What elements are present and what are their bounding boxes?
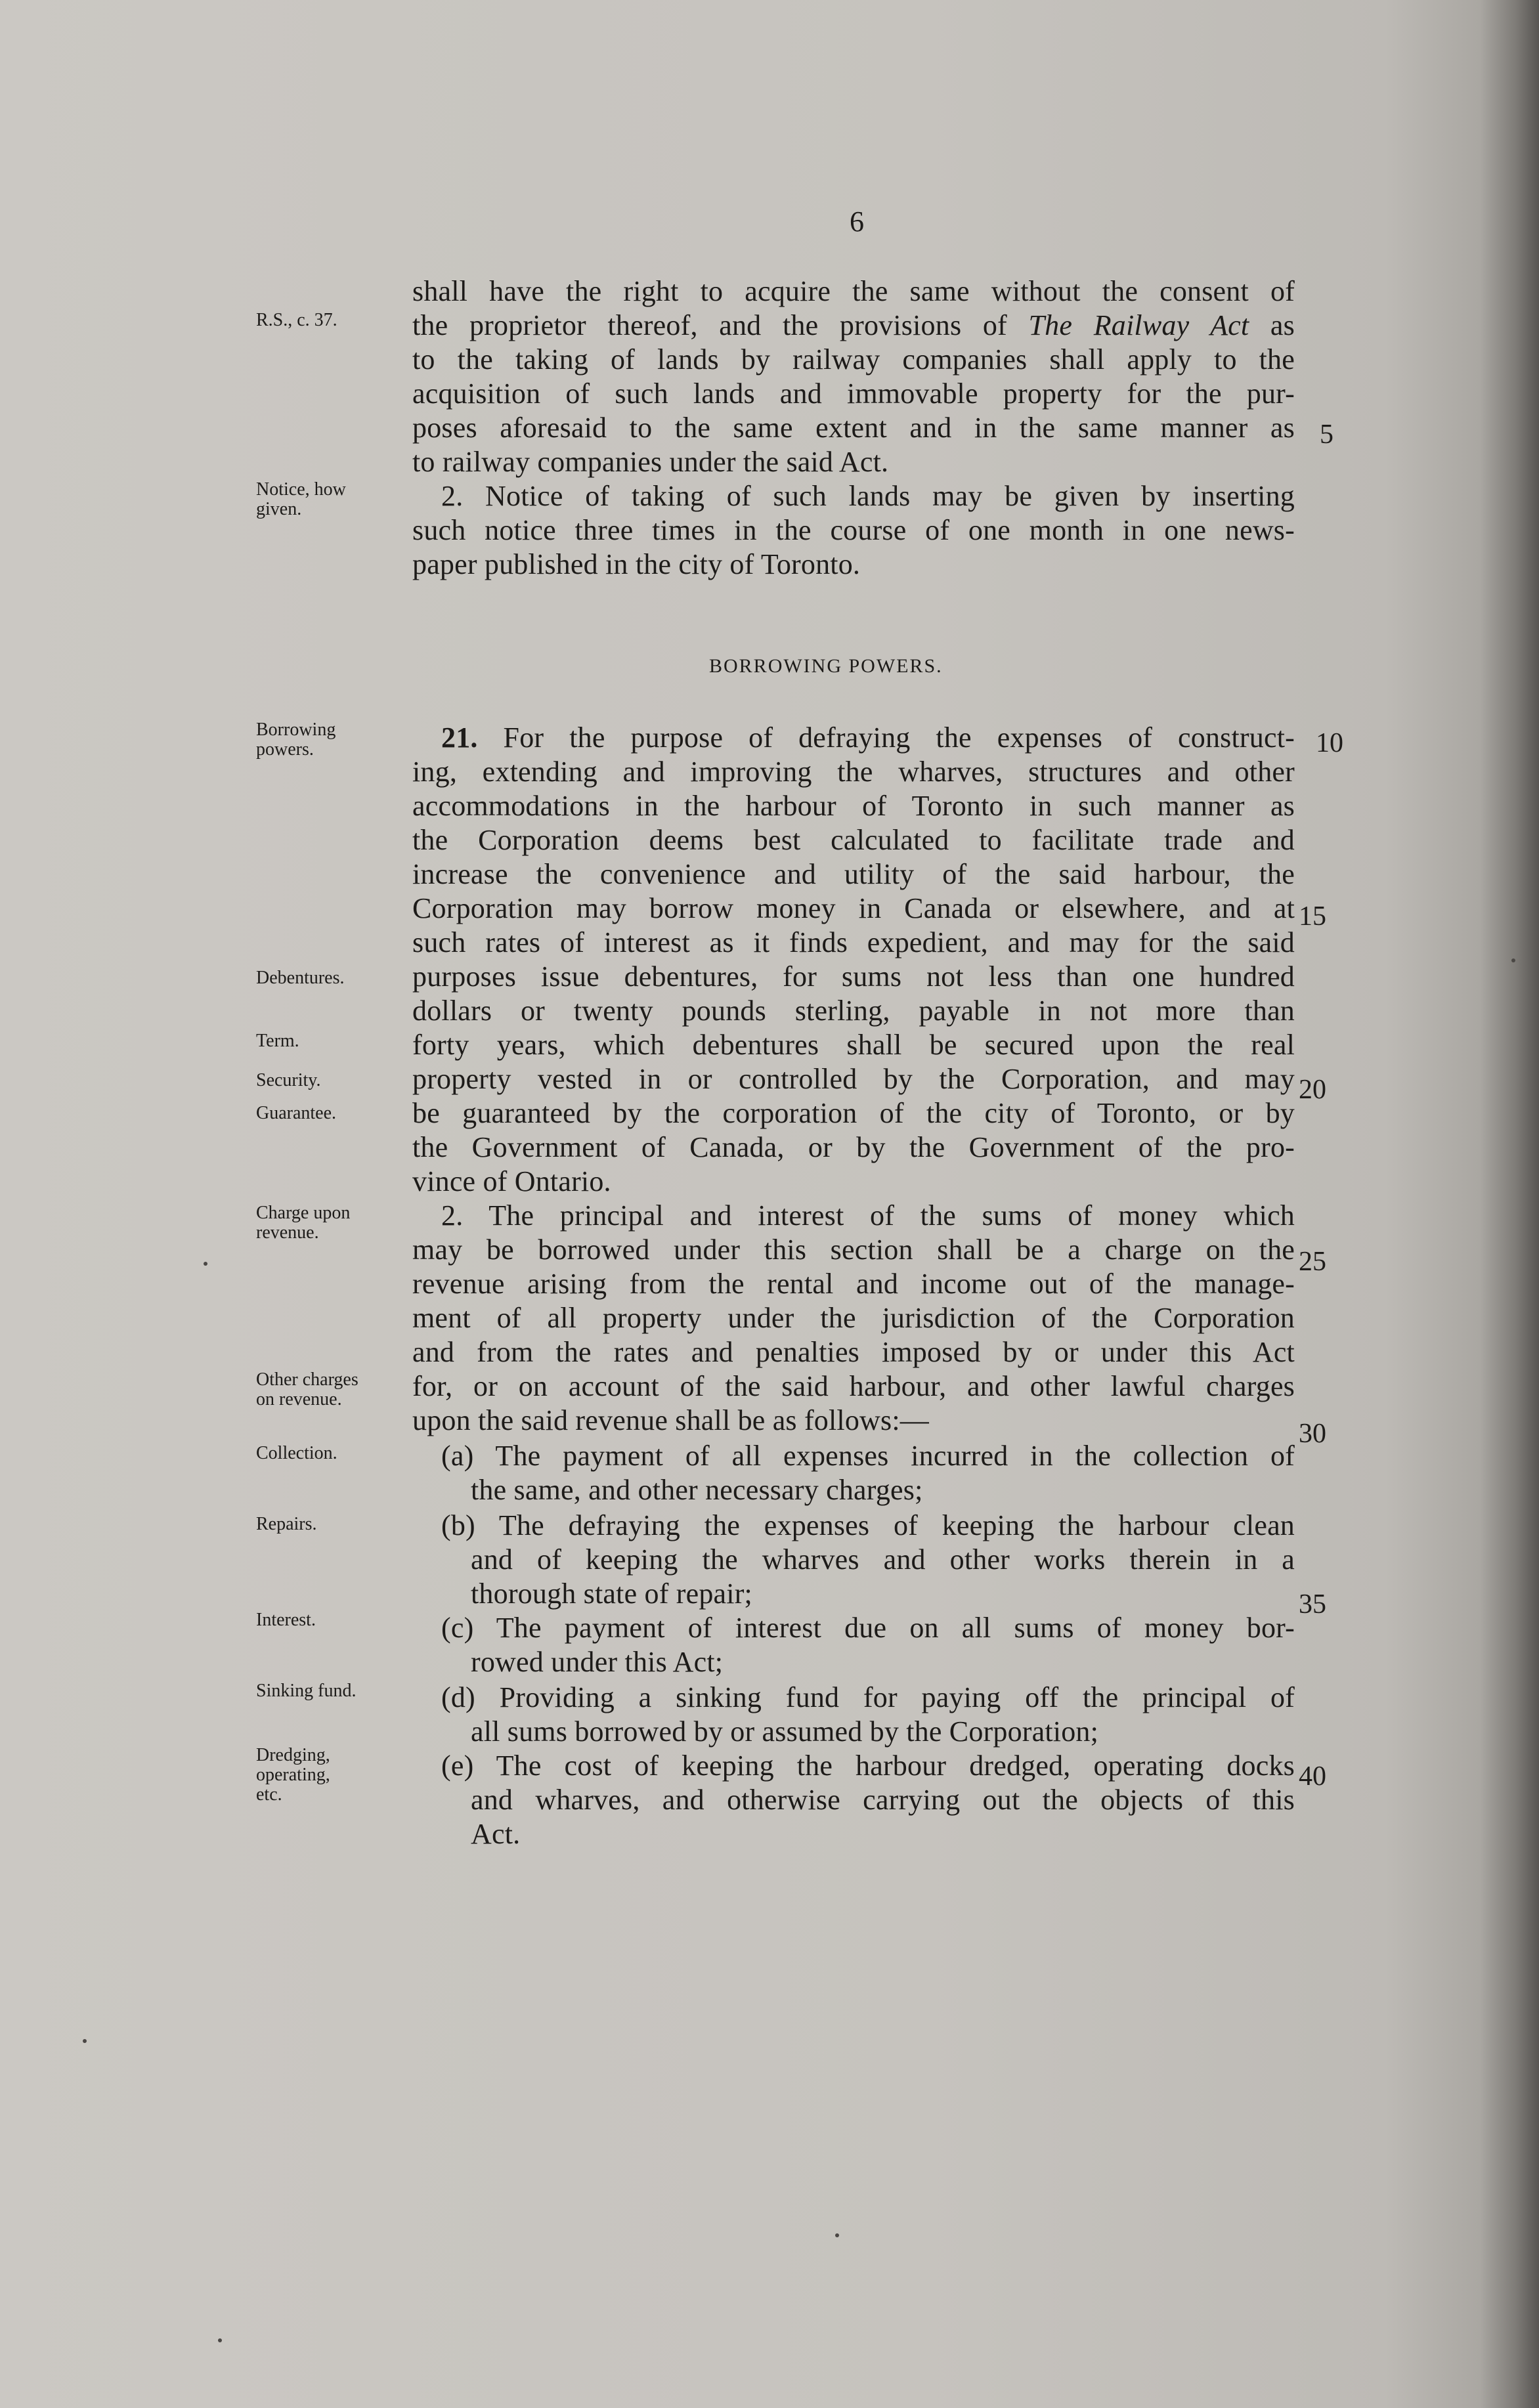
text-line: 2. The principal and interest of the sums of money which	[441, 1199, 1295, 1232]
text-line: vince of Ontario.	[412, 1165, 611, 1197]
paper-speck	[1511, 958, 1515, 962]
text-line: 21. For the purpose of defraying the expenses of construct-	[441, 721, 1295, 754]
clause-c: (c) The payment of interest due on all sums of money bor-	[441, 1612, 1295, 1644]
text-line: dollars or twenty pounds sterling, payable in not more than	[412, 995, 1295, 1027]
line-number: 20	[1299, 1075, 1326, 1105]
line-number: 15	[1299, 901, 1326, 932]
line-number: 30	[1299, 1419, 1326, 1449]
text-line: rowed under this Act;	[471, 1646, 724, 1678]
text-line: revenue arising from the rental and income out of the manage-	[412, 1268, 1295, 1300]
margin-note-sinking: Sinking fund.	[256, 1681, 357, 1701]
margin-note-dredging-etc: etc.	[256, 1784, 282, 1805]
margin-note-repairs: Repairs.	[256, 1514, 317, 1534]
margin-note-borrowing: Borrowing	[256, 720, 336, 740]
page-edge-shadow	[1480, 0, 1539, 2408]
margin-note-borrowing-cont: powers.	[256, 739, 314, 760]
text-line: accommodations in the harbour of Toronto in such manner as	[412, 790, 1295, 822]
text-line: the proprietor thereof, and the provisions of The Railway Act as	[412, 309, 1295, 341]
text-line: the same, and other necessary charges;	[471, 1474, 923, 1506]
margin-note-charge-cont: revenue.	[256, 1222, 319, 1243]
paper-speck	[218, 2338, 222, 2342]
margin-note-term: Term.	[256, 1031, 299, 1051]
margin-note-other-cont: on revenue.	[256, 1389, 342, 1409]
text-line: to the taking of lands by railway companies shall apply to the	[412, 343, 1295, 376]
text-line: ing, extending and improving the wharves, structures and other	[412, 756, 1295, 788]
margin-note-debentures: Debentures.	[256, 968, 345, 988]
text-line: such rates of interest as it finds expedient, and may for the said	[412, 926, 1295, 958]
margin-note-guarantee: Guarantee.	[256, 1103, 337, 1123]
text-line: increase the convenience and utility of the said harbour, the	[412, 858, 1295, 890]
margin-note-dredging: Dredging,	[256, 1745, 330, 1765]
paper-speck	[204, 1262, 207, 1266]
text-line: the Government of Canada, or by the Government of the pro-	[412, 1131, 1295, 1163]
page-number: 6	[850, 205, 864, 238]
text-line: and from the rates and penalties imposed by or under this Act	[412, 1336, 1295, 1368]
line-number: 10	[1316, 728, 1343, 758]
line-number: 5	[1320, 419, 1333, 450]
text-line: purposes issue debentures, for sums not less than one hundred	[412, 960, 1295, 993]
clause-b: (b) The defraying the expenses of keeping the harbour clean	[441, 1509, 1295, 1541]
text-line: property vested in or controlled by the Corporation, and may	[412, 1063, 1295, 1095]
text-line: shall have the right to acquire the same without the consent of	[412, 275, 1295, 307]
text-line: and wharves, and otherwise carrying out the objects of this	[471, 1784, 1295, 1816]
margin-note-security: Security.	[256, 1070, 321, 1090]
text-line: paper published in the city of Toronto.	[412, 548, 861, 580]
text-line: poses aforesaid to the same extent and in the same manner as	[412, 412, 1295, 444]
clause-d: (d) Providing a sinking fund for paying off the principal of	[441, 1681, 1295, 1713]
text-line: Corporation may borrow money in Canada or elsewhere, and at	[412, 892, 1295, 924]
line-number: 25	[1299, 1247, 1326, 1277]
text-line: the Corporation deems best calculated to facilitate trade and	[412, 824, 1295, 856]
clause-a: (a) The payment of all expenses incurred in the collection of	[441, 1440, 1295, 1472]
text-line: and of keeping the wharves and other works therein in a	[471, 1543, 1295, 1576]
margin-note-notice: Notice, how	[256, 479, 346, 500]
margin-note-rs: R.S., c. 37.	[256, 310, 337, 330]
text-line: ment of all property under the jurisdiction of the Corporation	[412, 1302, 1295, 1334]
text-line: forty years, which debentures shall be secured upon the real	[412, 1029, 1295, 1061]
text-line: for, or on account of the said harbour, and other lawful charges	[412, 1370, 1295, 1402]
text-line: Act.	[471, 1818, 521, 1850]
margin-note-collection: Collection.	[256, 1443, 337, 1463]
text-line: be guaranteed by the corporation of the city of Toronto, or by	[412, 1097, 1295, 1129]
text-line: all sums borrowed by or assumed by the Corporation;	[471, 1715, 1099, 1748]
text-line: upon the said revenue shall be as follows:—	[412, 1404, 929, 1436]
line-number: 40	[1299, 1761, 1326, 1792]
margin-note-notice-cont: given.	[256, 499, 302, 519]
text-line: thorough state of repair;	[471, 1578, 752, 1610]
text-line: may be borrowed under this section shall be a charge on the	[412, 1234, 1295, 1266]
margin-note-other: Other charges	[256, 1369, 358, 1390]
act-title: The Railway Act	[1028, 309, 1249, 341]
clause-e: (e) The cost of keeping the harbour dredged, operating docks	[441, 1750, 1295, 1782]
section-heading: BORROWING POWERS.	[709, 655, 943, 677]
text-line: 2. Notice of taking of such lands may be given by inserting	[441, 480, 1295, 512]
section-number: 21.	[441, 721, 478, 754]
line-number: 35	[1299, 1589, 1326, 1620]
paper-speck	[83, 2039, 87, 2043]
margin-note-dredging-cont: operating,	[256, 1765, 330, 1785]
text-line: acquisition of such lands and immovable property for the pur-	[412, 377, 1295, 410]
margin-note-interest: Interest.	[256, 1610, 316, 1630]
margin-note-charge: Charge upon	[256, 1203, 351, 1223]
text-line: to railway companies under the said Act.	[412, 446, 889, 478]
paper-speck	[835, 2233, 839, 2237]
text-line: such notice three times in the course of one month in one news-	[412, 514, 1295, 546]
